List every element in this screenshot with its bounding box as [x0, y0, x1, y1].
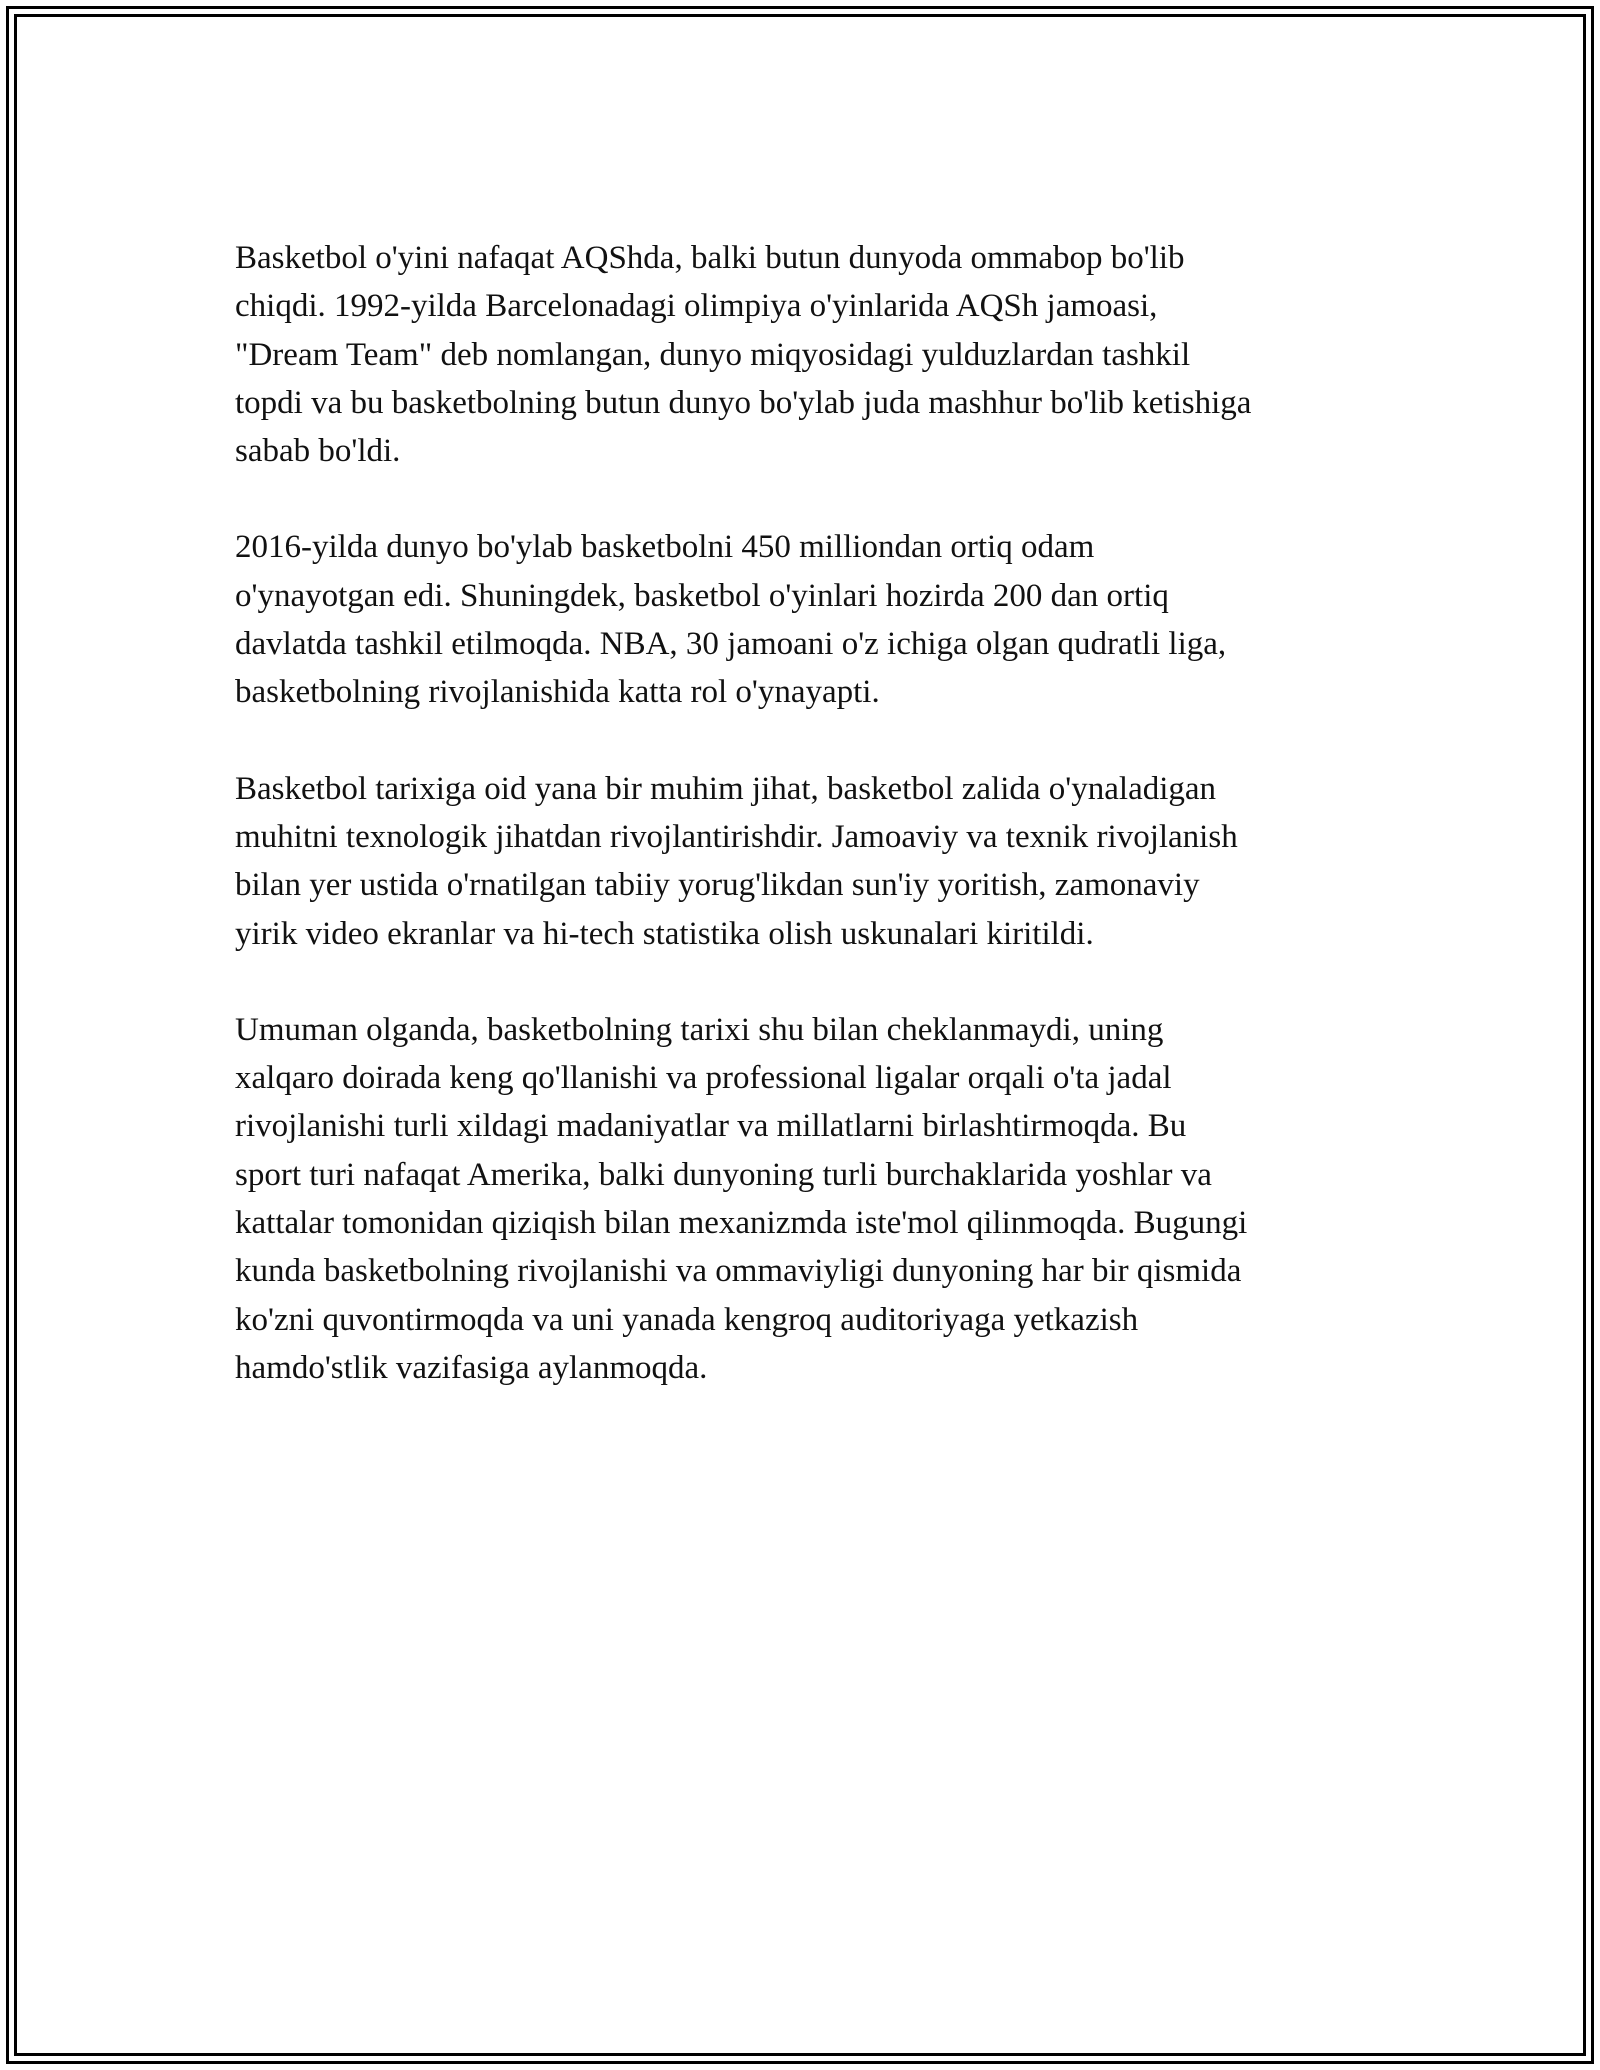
- paragraph-4: Umuman olganda, basketbolning tarixi shu bilan cheklanmaydi, uning xalqaro doirada keng qo'llanishi va professional ligalar orqali o'ta jadal rivojlanishi turli xildagi madaniyatlar va millatlarni birlashtirmoqda. Bu sport turi nafaqat Amerika, balki dunyoning turli burchaklarida yoshlar va kattalar tomonidan qiziqish bilan mexanizmda iste'mol qilinmoqda. Bugungi kunda basketbolning rivojlanishi va ommaviyligi dunyoning har bir qismida ko'zni quvontirmoqda va uni yanada kengroq auditoriyaga yetkazish hamdo'stlik vazifasiga aylanmoqda.: [235, 1011, 1248, 1386]
- paragraph-3: Basketbol tarixiga oid yana bir muhim jihat, basketbol zalida o'ynaladigan muhitni texnologik jihatdan rivojlantirishdir. Jamoaviy va texnik rivojlanish bilan yer ustida o'rnatilgan tabiiy yorug'likdan sun'iy yoritish, zamonaviy yirik video ekranlar va hi-tech statistika olish uskunalari kiritildi.: [235, 770, 1238, 952]
- paragraph-1: Basketbol o'yini nafaqat AQShda, balki butun dunyoda ommabop bo'lib chiqdi. 1992-yilda Barcelonadagi olimpiya o'yinlarida AQSh jamoasi, "Dream Team" deb nomlangan, dunyo miqyosidagi yulduzlardan tashkil topdi va bu basketbolning butun dunyo bo'ylab juda mashhur bo'lib ketishiga sabab bo'ldi.: [235, 240, 1252, 470]
- paragraph-2: 2016-yilda dunyo bo'ylab basketbolni 450 milliondan ortiq odam o'ynayotgan edi. Shuningdek, basketbol o'yinlari hozirda 200 dan ortiq davlatda tashkil etilmoqda. NBA, 30 jamoani o'z ichiga olgan qudratli liga, basketbolning rivojlanishida katta rol o'ynayapti.: [235, 529, 1227, 711]
- document-body: [235, 234, 1385, 1440]
